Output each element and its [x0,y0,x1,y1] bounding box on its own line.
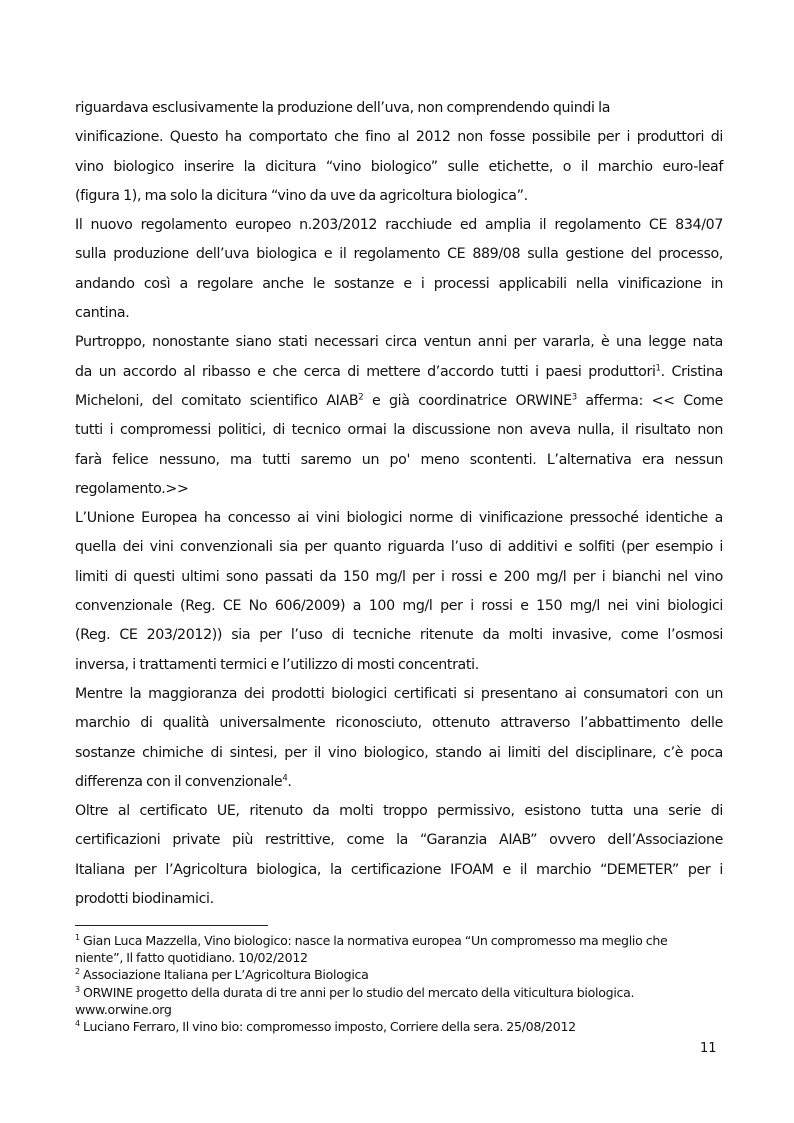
body-line: Il nuovo regolamento europeo n.203/2012 racchiude ed amplia il regolamento CE 834/07 [75,217,723,234]
body-line: Micheloni, del comitato scientifico AIAB$^2$ e già coordinatrice ORWINE$^3$ afferma: << Come [75,392,723,409]
body-line: Purtroppo, nonostante siano stati necessari circa ventun anni per vararla, è una legge nata [75,334,723,351]
footnote-ref-3: 3 [571,392,577,403]
page-number: 11 [700,1041,717,1056]
body-line: farà felice nessuno, ma tutti saremo un po' meno scontenti. L’alternativa era nessun [75,451,723,468]
body-line: andando così a regolare anche le sostanze e i processi applicabili nella vinificazione in [75,275,723,292]
body-line: Mentre la maggioranza dei prodotti biologici certificati si presentano ai consumatori con un [75,685,723,702]
footnote-ref-1: 1 [655,362,661,373]
body-line: vino biologico inserire la dicitura “vino biologico” sulle etichette, o il marchio euro-leaf [75,158,723,175]
body-line: cantina. [75,305,130,322]
body-line: Oltre al certificato UE, ritenuto da molti troppo permissivo, esistono tutta una serie di [75,803,723,820]
body-line: sulla produzione dell’uva biologica e il regolamento CE 889/08 sulla gestione del processo, [75,246,723,263]
footnotes [75,932,725,1035]
body-line: certificazioni private più restrittive, come la “Garanzia AIAB” ovvero dell’Associazione [75,832,723,849]
footnote-ref-2: 2 [358,392,364,403]
footnote-line: $^3$ ORWINE progetto della durata di tre anni per lo studio del mercato della viticultura biologica. [75,984,635,1000]
body-line: da un accordo al ribasso e che cerca di mettere d’accordo tutti i paesi produttori$^1$. Cristina [75,362,723,380]
body-line: differenza con il convenzionale$^4$. [75,773,292,790]
body-line: Italiana per l’Agricoltura biologica, la certificazione IFOAM e il marchio “DEMETER” per i [75,861,723,878]
body-text [75,94,723,914]
body-line: riguardava esclusivamente la produzione dell’uva, non comprendendo quindi la [75,100,611,116]
footnote-line: www.orwine.org [75,1001,172,1017]
body-line: limiti di questi ultimi sono passati da 150 mg/l per i rossi e 200 mg/l per i bianchi nel vino [75,568,723,585]
body-line: (figura 1), ma solo la dicitura “vino da uve da agricoltura biologica”. [75,187,528,204]
body-line: convenzionale (Reg. CE No 606/2009) a 100 mg/l per i rossi e 150 mg/l nei vini biologici [75,598,723,615]
body-line: quella dei vini convenzionali sia per quanto riguarda l’uso di additivi e solfiti (per esempio i [75,539,723,556]
body-line: tutti i compromessi politici, di tecnico ormai la discussione non aveva nulla, il risultato non [75,422,723,439]
body-line: (Reg. CE 203/2012)) sia per l’uso di tecniche ritenute da molti invasive, come l’osmosi [75,627,723,644]
footnote-line: niente”, Il fatto quotidiano. 10/02/2012 [75,950,308,966]
body-line: sostanze chimiche di sintesi, per il vino biologico, stando ai limiti del disciplinare, c’è poca [75,744,723,761]
footnote-line: $^2$ Associazione Italiana per L’Agricoltura Biologica [75,967,369,983]
body-line: marchio di qualità universalmente riconosciuto, ottenuto attraverso l’abbattimento delle [75,715,723,732]
footnote-line: $^1$ Gian Luca Mazzella, Vino biologico: nasce la normativa europea “Un compromesso ma meglio che [75,932,668,948]
footnote-separator [75,925,268,926]
body-line: vinificazione. Questo ha comportato che fino al 2012 non fosse possibile per i produttori di [75,129,723,146]
footnote-ref-4: 4 [282,773,288,784]
body-line: prodotti biodinamici. [75,891,214,908]
body-line: inversa, i trattamenti termici e l’utilizzo di mosti concentrati. [75,656,479,673]
footnote-line: $^4$ Luciano Ferraro, Il vino bio: compromesso imposto, Corriere della sera. 25/08/2012 [75,1018,576,1034]
body-line: regolamento.>> [75,480,189,497]
body-line: L’Unione Europea ha concesso ai vini biologici norme di vinificazione pressoché identiche a [75,510,723,527]
